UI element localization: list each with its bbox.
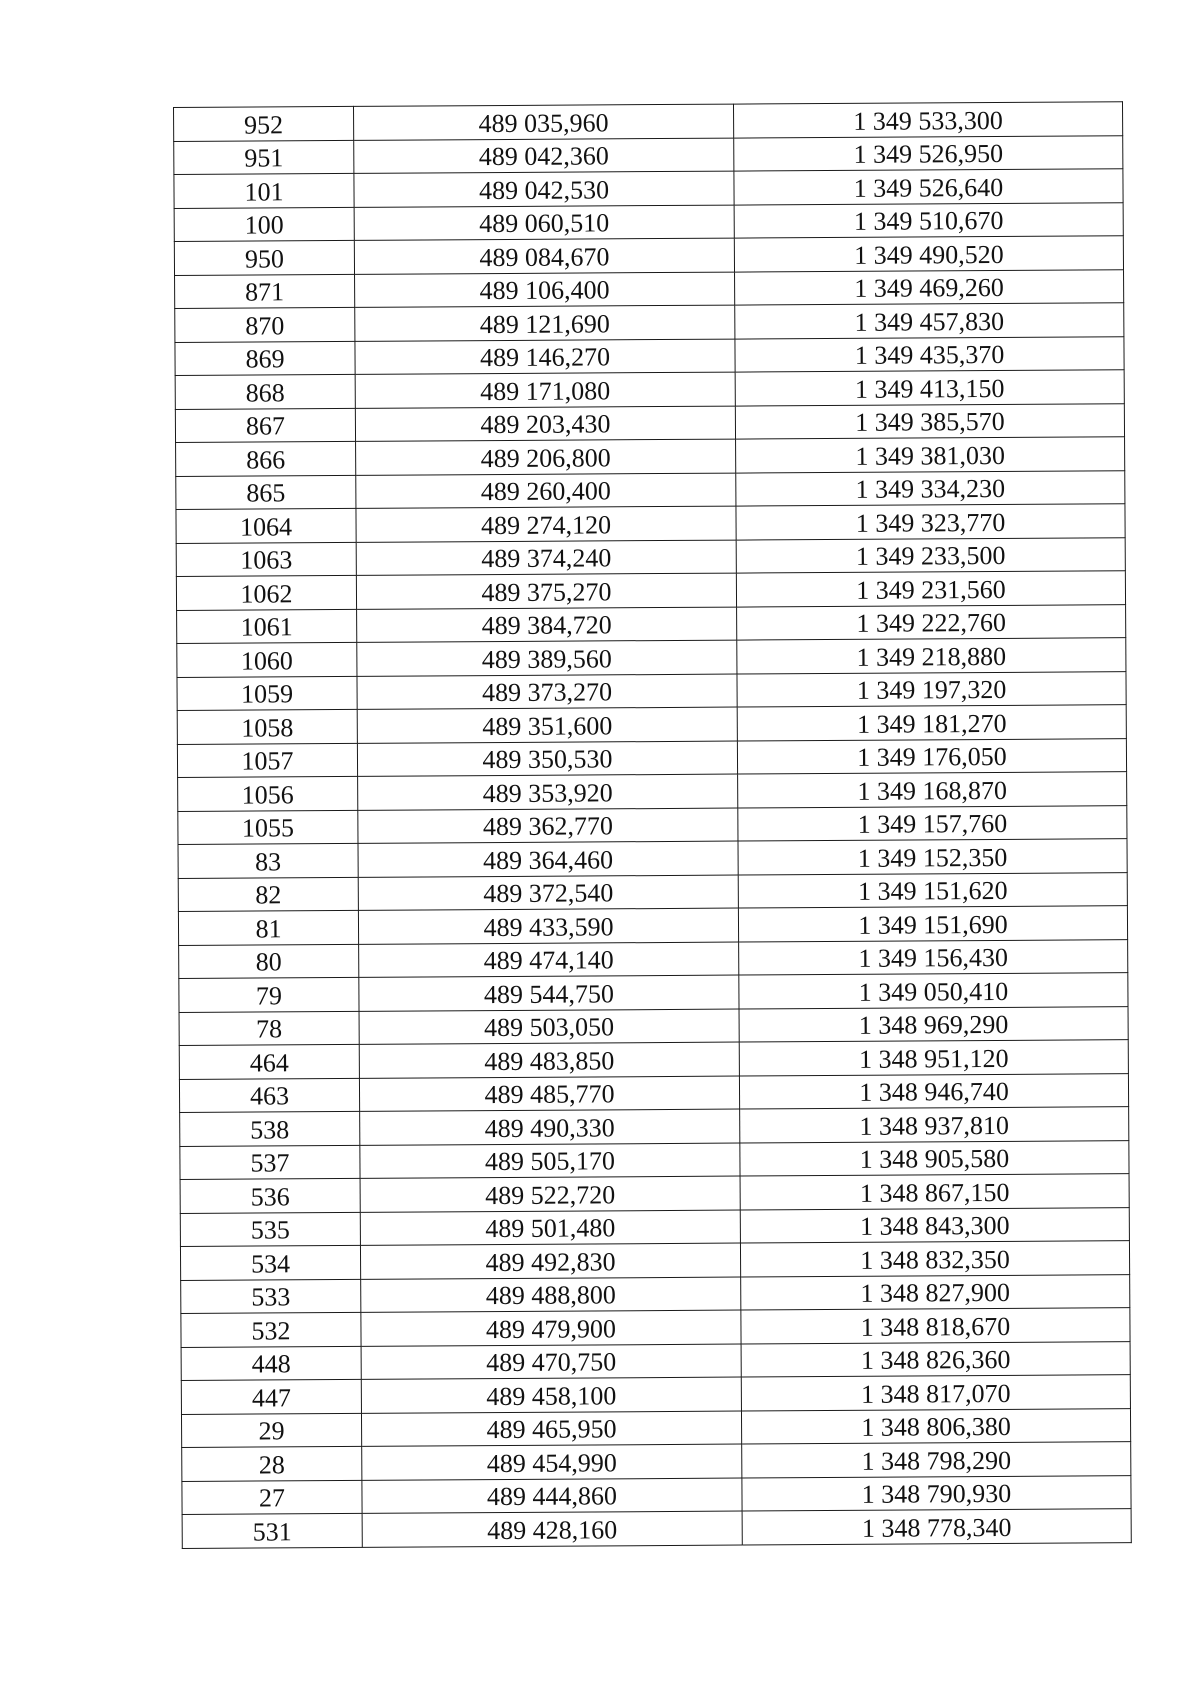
point-number-cell: 1064 bbox=[176, 508, 356, 543]
x-coordinate-cell: 489 171,080 bbox=[355, 372, 735, 408]
point-number-cell: 78 bbox=[179, 1011, 359, 1046]
x-coordinate-cell: 489 483,850 bbox=[359, 1042, 739, 1078]
table-row bbox=[180, 1174, 1129, 1213]
point-number-cell: 79 bbox=[179, 977, 359, 1012]
x-coordinate-cell: 489 372,540 bbox=[358, 875, 738, 911]
x-coordinate-cell: 489 146,270 bbox=[355, 339, 735, 375]
x-coordinate-cell: 489 351,600 bbox=[357, 707, 737, 743]
y-coordinate-cell: 1 349 156,430 bbox=[739, 939, 1128, 975]
x-coordinate-cell: 489 428,160 bbox=[362, 1511, 742, 1547]
table-row bbox=[179, 1006, 1128, 1045]
table-row bbox=[176, 437, 1125, 476]
y-coordinate-cell: 1 349 435,370 bbox=[735, 336, 1124, 372]
point-number-cell: 531 bbox=[182, 1513, 362, 1548]
y-coordinate-cell: 1 349 533,300 bbox=[733, 102, 1122, 138]
y-coordinate-cell: 1 348 817,070 bbox=[741, 1375, 1130, 1411]
y-coordinate-cell: 1 348 790,930 bbox=[742, 1475, 1131, 1511]
point-number-cell: 869 bbox=[175, 341, 355, 376]
y-coordinate-cell: 1 348 826,360 bbox=[741, 1341, 1130, 1377]
point-number-cell: 1063 bbox=[176, 542, 356, 577]
point-number-cell: 867 bbox=[175, 408, 355, 443]
table-row bbox=[182, 1475, 1131, 1514]
point-number-cell: 82 bbox=[178, 877, 358, 912]
point-number-cell: 1059 bbox=[177, 676, 357, 711]
y-coordinate-cell: 1 348 937,810 bbox=[740, 1107, 1129, 1143]
x-coordinate-cell: 489 274,120 bbox=[356, 506, 736, 542]
point-number-cell: 866 bbox=[176, 441, 356, 476]
point-number-cell: 538 bbox=[180, 1111, 360, 1146]
table-row bbox=[181, 1408, 1130, 1447]
table-row bbox=[181, 1375, 1130, 1414]
table-row bbox=[179, 1073, 1128, 1112]
y-coordinate-cell: 1 349 218,880 bbox=[737, 638, 1126, 674]
point-number-cell: 535 bbox=[180, 1212, 360, 1247]
x-coordinate-cell: 489 121,690 bbox=[355, 305, 735, 341]
y-coordinate-cell: 1 349 334,230 bbox=[736, 470, 1125, 506]
table-row bbox=[174, 135, 1123, 174]
point-number-cell: 537 bbox=[180, 1145, 360, 1180]
table-row bbox=[177, 705, 1126, 744]
table-row bbox=[175, 370, 1124, 409]
y-coordinate-cell: 1 349 168,870 bbox=[738, 772, 1127, 808]
point-number-cell: 448 bbox=[181, 1346, 361, 1381]
table-row bbox=[177, 671, 1126, 710]
y-coordinate-cell: 1 349 469,260 bbox=[735, 269, 1124, 305]
y-coordinate-cell: 1 348 818,670 bbox=[741, 1308, 1130, 1344]
y-coordinate-cell: 1 348 806,380 bbox=[741, 1408, 1130, 1444]
x-coordinate-cell: 489 260,400 bbox=[356, 473, 736, 509]
point-number-cell: 29 bbox=[181, 1413, 361, 1448]
y-coordinate-cell: 1 349 050,410 bbox=[739, 973, 1128, 1009]
point-number-cell: 951 bbox=[174, 140, 354, 175]
x-coordinate-cell: 489 106,400 bbox=[355, 272, 735, 308]
point-number-cell: 100 bbox=[174, 207, 354, 242]
x-coordinate-cell: 489 522,720 bbox=[360, 1176, 740, 1212]
x-coordinate-cell: 489 454,990 bbox=[362, 1444, 742, 1480]
table-row bbox=[181, 1341, 1130, 1380]
table-row bbox=[175, 336, 1124, 375]
table-row bbox=[180, 1241, 1129, 1280]
point-number-cell: 1056 bbox=[178, 776, 358, 811]
x-coordinate-cell: 489 490,330 bbox=[360, 1109, 740, 1145]
x-coordinate-cell: 489 465,950 bbox=[361, 1411, 741, 1447]
y-coordinate-cell: 1 348 798,290 bbox=[742, 1442, 1131, 1478]
table-row bbox=[178, 906, 1127, 945]
y-coordinate-cell: 1 348 946,740 bbox=[739, 1073, 1128, 1109]
x-coordinate-cell: 489 375,270 bbox=[356, 573, 736, 609]
table-row bbox=[175, 303, 1124, 342]
table-row bbox=[179, 939, 1128, 978]
y-coordinate-cell: 1 349 152,350 bbox=[738, 839, 1127, 875]
y-coordinate-cell: 1 349 197,320 bbox=[737, 671, 1126, 707]
x-coordinate-cell: 489 544,750 bbox=[359, 975, 739, 1011]
x-coordinate-cell: 489 470,750 bbox=[361, 1344, 741, 1380]
point-number-cell: 533 bbox=[181, 1279, 361, 1314]
point-number-cell: 865 bbox=[176, 475, 356, 510]
table-row bbox=[177, 738, 1126, 777]
point-number-cell: 83 bbox=[178, 843, 358, 878]
point-number-cell: 1062 bbox=[176, 575, 356, 610]
x-coordinate-cell: 489 503,050 bbox=[359, 1009, 739, 1045]
table-row bbox=[181, 1274, 1130, 1313]
y-coordinate-cell: 1 348 905,580 bbox=[740, 1140, 1129, 1176]
x-coordinate-cell: 489 373,270 bbox=[357, 674, 737, 710]
x-coordinate-cell: 489 374,240 bbox=[356, 540, 736, 576]
table-row bbox=[179, 973, 1128, 1012]
y-coordinate-cell: 1 349 151,620 bbox=[738, 872, 1127, 908]
y-coordinate-cell: 1 349 526,640 bbox=[734, 169, 1123, 205]
x-coordinate-cell: 489 458,100 bbox=[361, 1377, 741, 1413]
coordinates-table bbox=[173, 101, 1132, 1548]
x-coordinate-cell: 489 384,720 bbox=[357, 607, 737, 643]
y-coordinate-cell: 1 349 176,050 bbox=[737, 738, 1126, 774]
point-number-cell: 81 bbox=[178, 910, 358, 945]
point-number-cell: 868 bbox=[175, 374, 355, 409]
point-number-cell: 952 bbox=[174, 106, 354, 141]
table-row bbox=[174, 236, 1123, 275]
y-coordinate-cell: 1 349 381,030 bbox=[736, 437, 1125, 473]
table-row bbox=[176, 504, 1125, 543]
table-row bbox=[182, 1509, 1131, 1548]
x-coordinate-cell: 489 042,360 bbox=[354, 138, 734, 174]
y-coordinate-cell: 1 349 181,270 bbox=[737, 705, 1126, 741]
table-row bbox=[175, 269, 1124, 308]
table-row bbox=[176, 537, 1125, 576]
x-coordinate-cell: 489 084,670 bbox=[354, 238, 734, 274]
x-coordinate-cell: 489 488,800 bbox=[361, 1277, 741, 1313]
y-coordinate-cell: 1 348 843,300 bbox=[740, 1207, 1129, 1243]
point-number-cell: 1060 bbox=[177, 642, 357, 677]
point-number-cell: 464 bbox=[179, 1044, 359, 1079]
y-coordinate-cell: 1 349 151,690 bbox=[738, 906, 1127, 942]
table-row bbox=[178, 839, 1127, 878]
table-row bbox=[177, 638, 1126, 677]
x-coordinate-cell: 489 203,430 bbox=[355, 406, 735, 442]
table-row bbox=[178, 805, 1127, 844]
y-coordinate-cell: 1 349 457,830 bbox=[735, 303, 1124, 339]
point-number-cell: 447 bbox=[181, 1379, 361, 1414]
point-number-cell: 1058 bbox=[177, 709, 357, 744]
point-number-cell: 871 bbox=[175, 274, 355, 309]
point-number-cell: 534 bbox=[180, 1245, 360, 1280]
y-coordinate-cell: 1 348 827,900 bbox=[741, 1274, 1130, 1310]
x-coordinate-cell: 489 350,530 bbox=[357, 741, 737, 777]
point-number-cell: 950 bbox=[174, 240, 354, 275]
point-number-cell: 80 bbox=[179, 944, 359, 979]
y-coordinate-cell: 1 349 231,560 bbox=[736, 571, 1125, 607]
point-number-cell: 870 bbox=[175, 307, 355, 342]
y-coordinate-cell: 1 349 323,770 bbox=[736, 504, 1125, 540]
table-row bbox=[180, 1107, 1129, 1146]
x-coordinate-cell: 489 353,920 bbox=[358, 774, 738, 810]
point-number-cell: 532 bbox=[181, 1312, 361, 1347]
y-coordinate-cell: 1 348 832,350 bbox=[740, 1241, 1129, 1277]
table-row bbox=[177, 604, 1126, 643]
x-coordinate-cell: 489 206,800 bbox=[356, 439, 736, 475]
x-coordinate-cell: 489 362,770 bbox=[358, 808, 738, 844]
x-coordinate-cell: 489 479,900 bbox=[361, 1310, 741, 1346]
point-number-cell: 536 bbox=[180, 1178, 360, 1213]
y-coordinate-cell: 1 349 222,760 bbox=[737, 604, 1126, 640]
y-coordinate-cell: 1 349 157,760 bbox=[738, 805, 1127, 841]
table-row bbox=[179, 1040, 1128, 1079]
table-row bbox=[181, 1308, 1130, 1347]
point-number-cell: 1055 bbox=[178, 810, 358, 845]
y-coordinate-cell: 1 349 413,150 bbox=[735, 370, 1124, 406]
point-number-cell: 463 bbox=[179, 1078, 359, 1113]
y-coordinate-cell: 1 349 510,670 bbox=[734, 202, 1123, 238]
table-row bbox=[174, 169, 1123, 208]
x-coordinate-cell: 489 492,830 bbox=[360, 1243, 740, 1279]
x-coordinate-cell: 489 501,480 bbox=[360, 1210, 740, 1246]
coordinates-table-body bbox=[174, 102, 1132, 1548]
table-row bbox=[176, 470, 1125, 509]
x-coordinate-cell: 489 042,530 bbox=[354, 171, 734, 207]
table-row bbox=[178, 872, 1127, 911]
point-number-cell: 1061 bbox=[177, 609, 357, 644]
x-coordinate-cell: 489 433,590 bbox=[358, 908, 738, 944]
y-coordinate-cell: 1 349 526,950 bbox=[734, 135, 1123, 171]
table-row bbox=[178, 772, 1127, 811]
point-number-cell: 28 bbox=[182, 1446, 362, 1481]
point-number-cell: 101 bbox=[174, 173, 354, 208]
x-coordinate-cell: 489 060,510 bbox=[354, 205, 734, 241]
x-coordinate-cell: 489 364,460 bbox=[358, 841, 738, 877]
y-coordinate-cell: 1 348 969,290 bbox=[739, 1006, 1128, 1042]
point-number-cell: 27 bbox=[182, 1480, 362, 1515]
x-coordinate-cell: 489 389,560 bbox=[357, 640, 737, 676]
x-coordinate-cell: 489 474,140 bbox=[359, 942, 739, 978]
table-row bbox=[180, 1207, 1129, 1246]
y-coordinate-cell: 1 349 385,570 bbox=[735, 403, 1124, 439]
table-row bbox=[176, 571, 1125, 610]
table-row bbox=[174, 202, 1123, 241]
table-row bbox=[182, 1442, 1131, 1481]
y-coordinate-cell: 1 349 233,500 bbox=[736, 537, 1125, 573]
y-coordinate-cell: 1 348 951,120 bbox=[739, 1040, 1128, 1076]
table-row bbox=[175, 403, 1124, 442]
x-coordinate-cell: 489 485,770 bbox=[359, 1076, 739, 1112]
x-coordinate-cell: 489 035,960 bbox=[353, 104, 733, 140]
table-row bbox=[180, 1140, 1129, 1179]
point-number-cell: 1057 bbox=[177, 743, 357, 778]
y-coordinate-cell: 1 348 778,340 bbox=[742, 1509, 1131, 1545]
y-coordinate-cell: 1 349 490,520 bbox=[734, 236, 1123, 272]
x-coordinate-cell: 489 505,170 bbox=[360, 1143, 740, 1179]
x-coordinate-cell: 489 444,860 bbox=[362, 1478, 742, 1514]
table-row bbox=[174, 102, 1123, 141]
y-coordinate-cell: 1 348 867,150 bbox=[740, 1174, 1129, 1210]
